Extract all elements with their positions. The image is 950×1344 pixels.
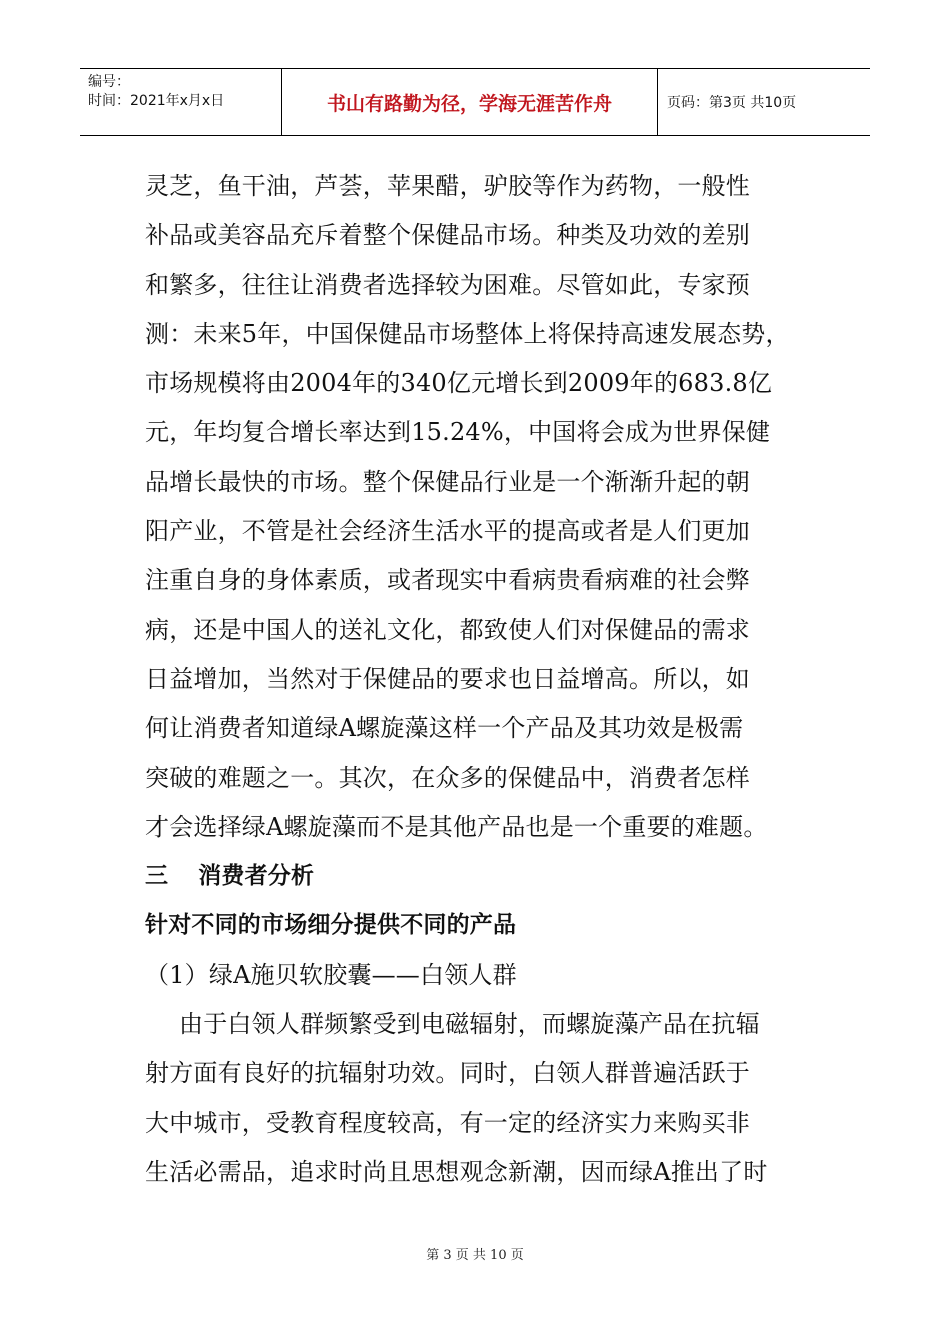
body-line: 阳产业，不管是社会经济生活水平的提高或者是人们更加 [145, 517, 750, 546]
body-line: 突破的难题之一。其次，在众多的保健品中，消费者怎样 [145, 763, 750, 792]
paragraph-line: 由于白领人群频繁受到电磁辐射，而螺旋藻产品在抗辐 [179, 1010, 760, 1039]
document-body [145, 162, 835, 1197]
section-heading [145, 852, 835, 901]
body-line: 何让消费者知道绿A螺旋藻这样一个产品及其功效是极需 [145, 714, 744, 743]
body-line: 才会选择绿A螺旋藻而不是其他产品也是一个重要的难题。 [145, 812, 768, 841]
paragraph-line: 生活必需品，追求时尚且思想观念新潮，因而绿A推出了时 [145, 1157, 768, 1186]
section-number: 三 [145, 863, 169, 890]
section-title: 消费者分析 [198, 863, 315, 890]
document-number-label: 编号： [88, 74, 130, 90]
body-line: 品增长最快的市场。整个保健品行业是一个渐渐升起的朝 [145, 467, 750, 496]
subheading: 针对不同的市场细分提供不同的产品 [145, 912, 517, 939]
body-line: 和繁多，往往让消费者选择较为困难。尽管如此，专家预 [145, 270, 750, 299]
body-line: 病，还是中国人的送礼文化，都致使人们对保健品的需求 [145, 615, 750, 644]
paragraph-line: 射方面有良好的抗辐射功效。同时，白领人群普遍活跃于 [145, 1059, 750, 1088]
document-time-label: 时间：2021年x月x日 [88, 93, 225, 109]
header-motto: 书山有路勤为径，学海无涯苦作舟 [282, 69, 658, 135]
body-line: 日益增加，当然对于保健品的要求也日益增高。所以，如 [145, 664, 750, 693]
item-title: （1）绿A施贝软胶囊——白领人群 [145, 960, 517, 989]
header-page-code: 页码：第3页 共10页 [667, 95, 797, 111]
page-footer: 第 3 页 共 10 页 [426, 1248, 524, 1263]
header-meta-cell [80, 69, 282, 135]
body-line: 元，年均复合增长率达到15.24%，中国将会成为世界保健 [145, 418, 771, 447]
body-line: 测：未来5年，中国保健品市场整体上将保持高速发展态势， [145, 319, 790, 348]
body-line: 市场规模将由2004年的340亿元增长到2009年的683.8亿 [145, 369, 773, 398]
page-header [80, 68, 870, 136]
body-line: 注重自身的身体素质，或者现实中看病贵看病难的社会弊 [145, 566, 750, 595]
paragraph-line: 大中城市，受教育程度较高，有一定的经济实力来购买非 [145, 1108, 750, 1137]
body-line: 补品或美容品充斥着整个保健品市场。种类及功效的差别 [145, 221, 750, 250]
body-line: 灵芝，鱼干油，芦荟，苹果醋，驴胶等作为药物，一般性 [145, 172, 750, 200]
